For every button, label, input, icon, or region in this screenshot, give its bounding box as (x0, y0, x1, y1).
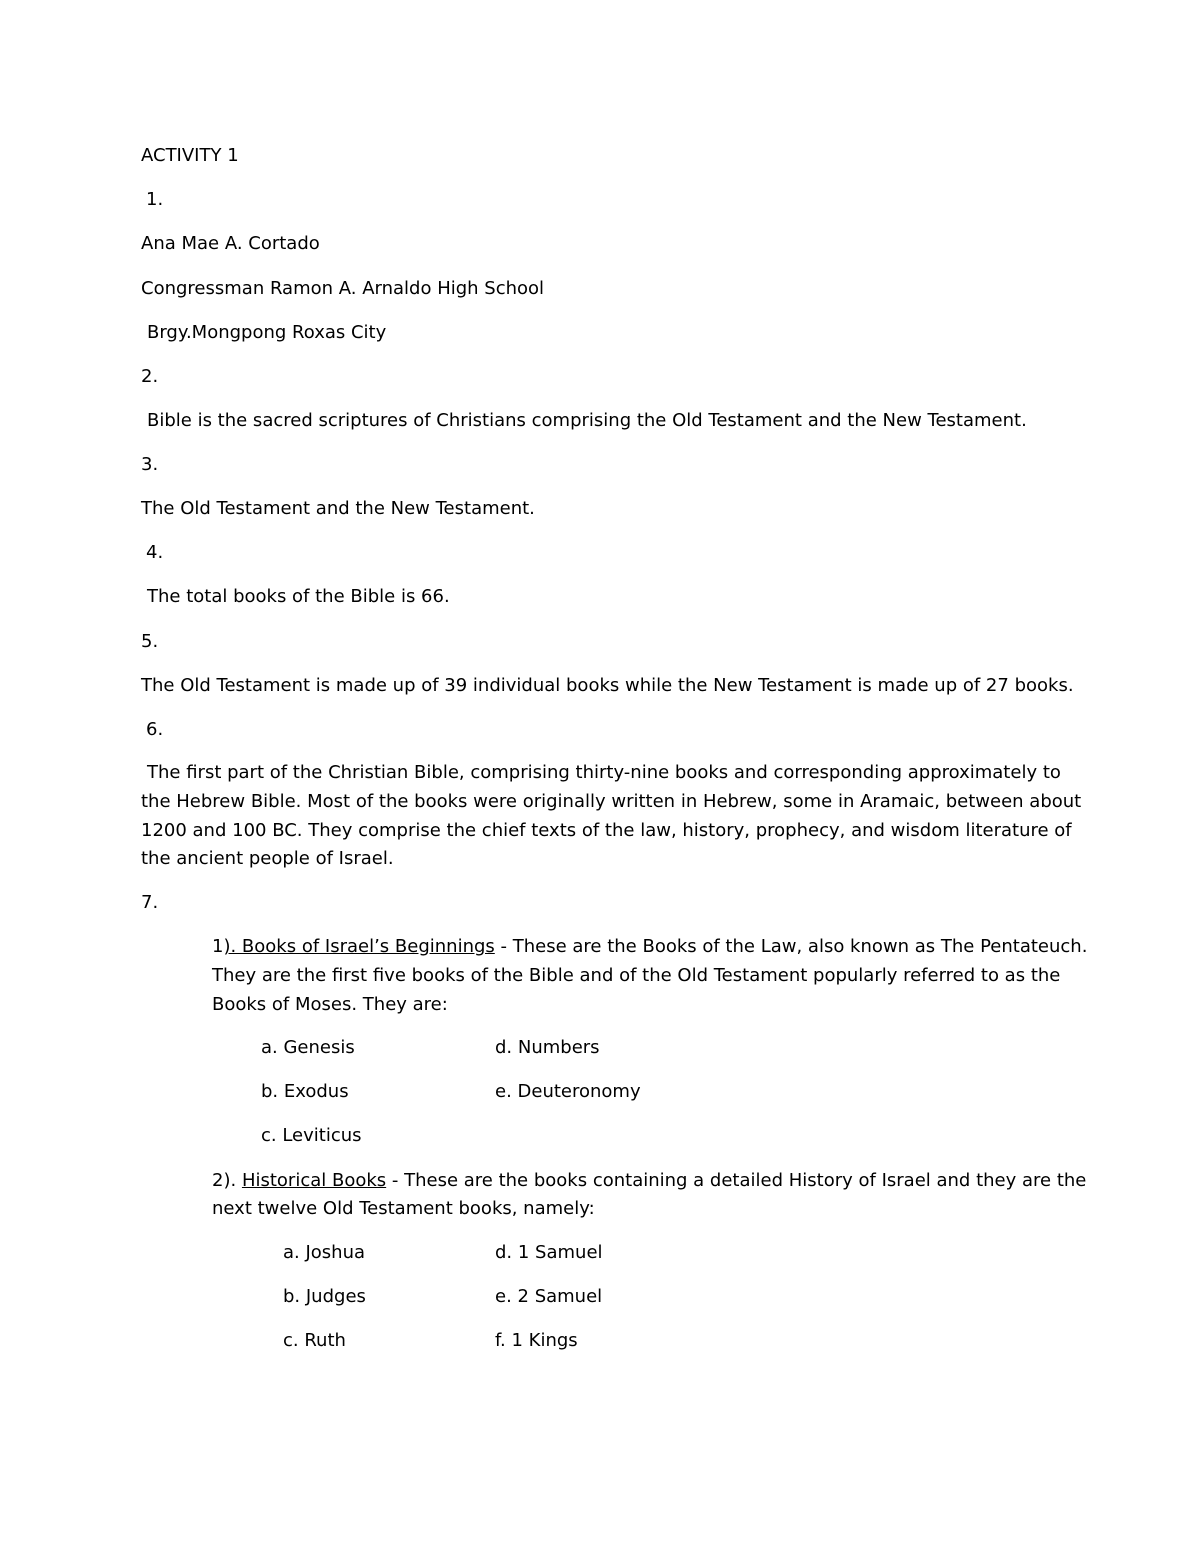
question-2-answer: Bible is the sacred scriptures of Christians comprising the Old Testament and the New Testament. (147, 410, 1027, 431)
question-6-line: the Hebrew Bible. Most of the books were originally written in Hebrew, some in Aramaic, between about (141, 791, 1082, 812)
student-name: Ana Mae A. Cortado (141, 233, 320, 254)
book-item: a. Joshua (283, 1242, 366, 1263)
section-1-description: - These are the Books of the Law, also known as The Pentateuch. (494, 936, 1088, 957)
book-item: e. 2 Samuel (495, 1286, 603, 1307)
question-2-number: 2. (141, 366, 159, 387)
question-6-line: the ancient people of Israel. (141, 848, 394, 869)
school-name: Congressman Ramon A. Arnaldo High School (141, 278, 545, 299)
book-item: e. Deuteronomy (495, 1081, 641, 1102)
question-6-number: 6. (146, 719, 164, 740)
book-item: d. Numbers (495, 1037, 600, 1058)
question-4-number: 4. (146, 542, 164, 563)
book-item: c. Ruth (283, 1330, 346, 1351)
book-item: f. 1 Kings (495, 1330, 578, 1351)
question-5-answer: The Old Testament is made up of 39 individual books while the New Testament is made up of 27 books. (141, 675, 1074, 696)
school-address: Brgy.Mongpong Roxas City (147, 322, 387, 343)
question-3-number: 3. (141, 454, 159, 475)
question-5-number: 5. (141, 631, 159, 652)
book-item: d. 1 Samuel (495, 1242, 603, 1263)
question-7-number: 7. (141, 892, 159, 913)
section-2-description: - These are the books containing a detailed History of Israel and they are the (386, 1170, 1087, 1191)
section-2-line (212, 1167, 1086, 1195)
section-2-heading: Historical Books (241, 1170, 387, 1191)
book-item: a. Genesis (261, 1037, 355, 1058)
question-4-answer: The total books of the Bible is 66. (147, 586, 450, 607)
book-item: b. Judges (283, 1286, 366, 1307)
book-item: b. Exodus (261, 1081, 349, 1102)
section-2-line: next twelve Old Testament books, namely: (212, 1198, 595, 1219)
section-1-line: Books of Moses. They are: (212, 994, 448, 1015)
question-6-line: 1200 and 100 BC. They comprise the chief texts of the law, history, prophecy, and wisdom literature of (141, 820, 1072, 841)
section-2-prefix: 2). (212, 1170, 237, 1191)
section-1-prefix: 1 (212, 936, 224, 957)
question-6-line: The first part of the Christian Bible, comprising thirty-nine books and corresponding approximately to (147, 762, 1061, 783)
section-1-line (212, 933, 1087, 961)
section-1-heading: ). Books of Israel’s Beginnings (223, 936, 495, 957)
section-1-line: They are the first five books of the Bible and of the Old Testament popularly referred to as the (212, 965, 1061, 986)
book-item: c. Leviticus (261, 1125, 362, 1146)
question-1-number: 1. (146, 189, 164, 210)
activity-title: ACTIVITY 1 (141, 145, 239, 166)
question-3-answer: The Old Testament and the New Testament. (141, 498, 535, 519)
